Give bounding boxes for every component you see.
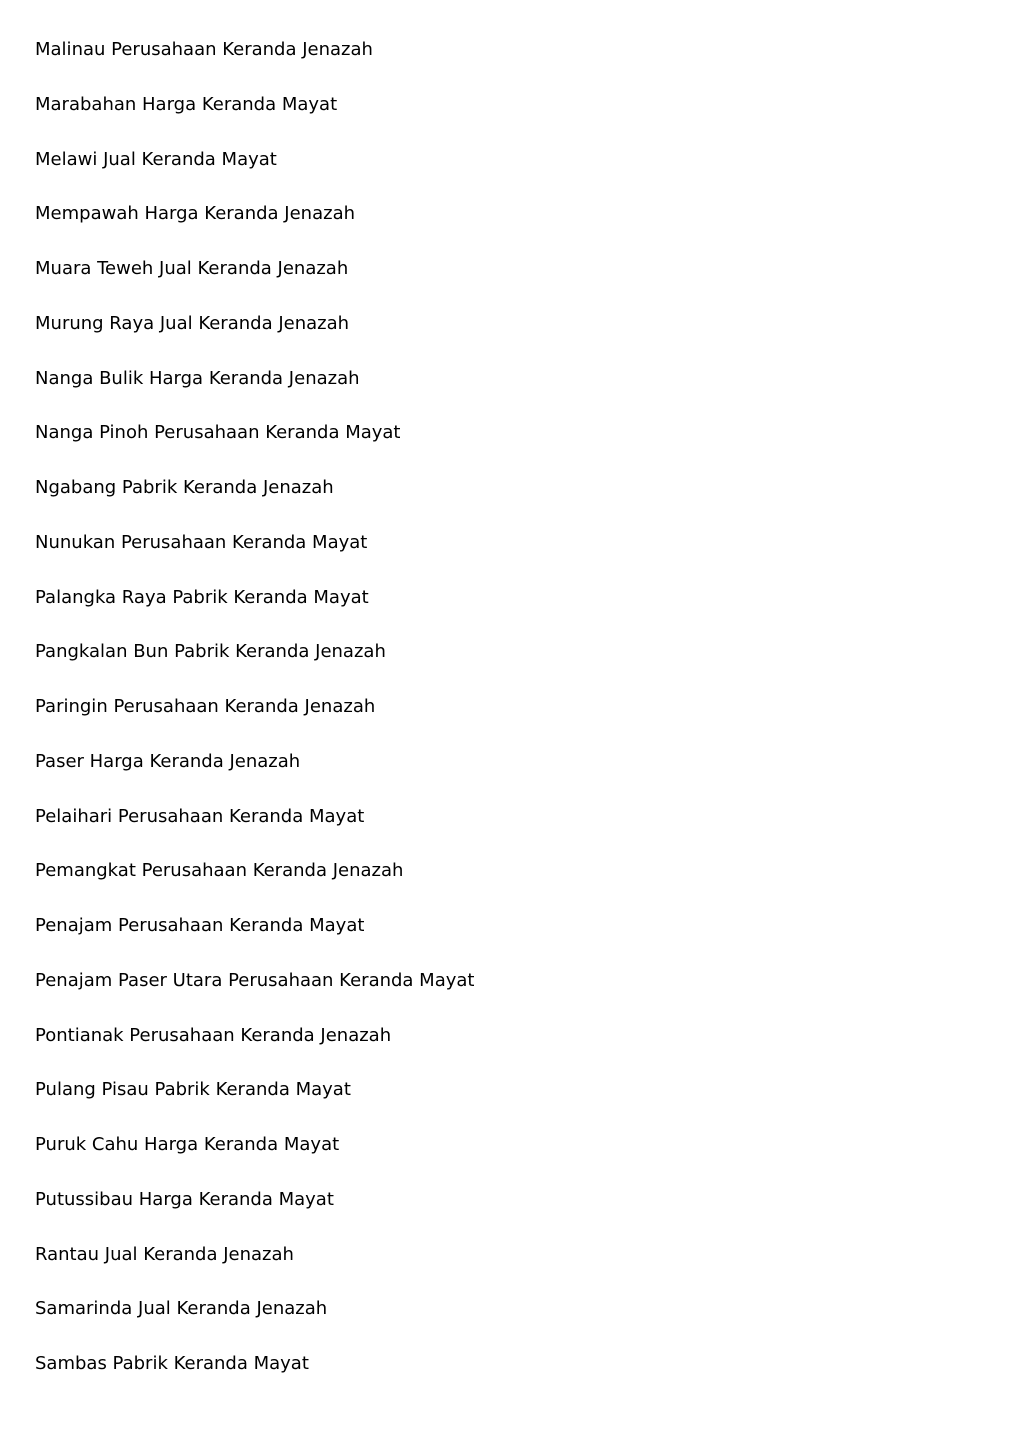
text-line: Nanga Pinoh Perusahaan Keranda Mayat xyxy=(35,422,401,444)
text-line: Nunukan Perusahaan Keranda Mayat xyxy=(35,531,368,553)
text-line: Pulang Pisau Pabrik Keranda Mayat xyxy=(35,1079,351,1101)
text-line: Nanga Bulik Harga Keranda Jenazah xyxy=(35,367,360,389)
text-line: Pemangkat Perusahaan Keranda Jenazah xyxy=(35,860,404,882)
text-line: Pangkalan Bun Pabrik Keranda Jenazah xyxy=(35,641,386,663)
text-line: Murung Raya Jual Keranda Jenazah xyxy=(35,312,350,334)
text-line: Malinau Perusahaan Keranda Jenazah xyxy=(35,39,373,60)
text-line: Pelaihari Perusahaan Keranda Mayat xyxy=(35,805,365,827)
text-line: Paringin Perusahaan Keranda Jenazah xyxy=(35,696,376,717)
text-line: Paser Harga Keranda Jenazah xyxy=(35,750,301,772)
text-line: Sambas Pabrik Keranda Mayat xyxy=(35,1353,309,1374)
text-line: Penajam Paser Utara Perusahaan Keranda Mayat xyxy=(35,969,475,991)
text-line: Putussibau Harga Keranda Mayat xyxy=(35,1188,334,1210)
text-line: Mempawah Harga Keranda Jenazah xyxy=(35,203,356,225)
text-line: Marabahan Harga Keranda Mayat xyxy=(35,93,338,115)
text-line: Pontianak Perusahaan Keranda Jenazah xyxy=(35,1024,392,1046)
text-line: Puruk Cahu Harga Keranda Mayat xyxy=(35,1134,340,1155)
text-line: Ngabang Pabrik Keranda Jenazah xyxy=(35,477,334,498)
text-line: Rantau Jual Keranda Jenazah xyxy=(35,1243,294,1265)
text-line: Penajam Perusahaan Keranda Mayat xyxy=(35,915,365,936)
text-line: Palangka Raya Pabrik Keranda Mayat xyxy=(35,586,369,608)
text-line: Muara Teweh Jual Keranda Jenazah xyxy=(35,258,349,279)
text-line: Samarinda Jual Keranda Jenazah xyxy=(35,1298,328,1320)
text-line: Melawi Jual Keranda Mayat xyxy=(35,148,277,170)
text-line-list xyxy=(35,37,474,1406)
